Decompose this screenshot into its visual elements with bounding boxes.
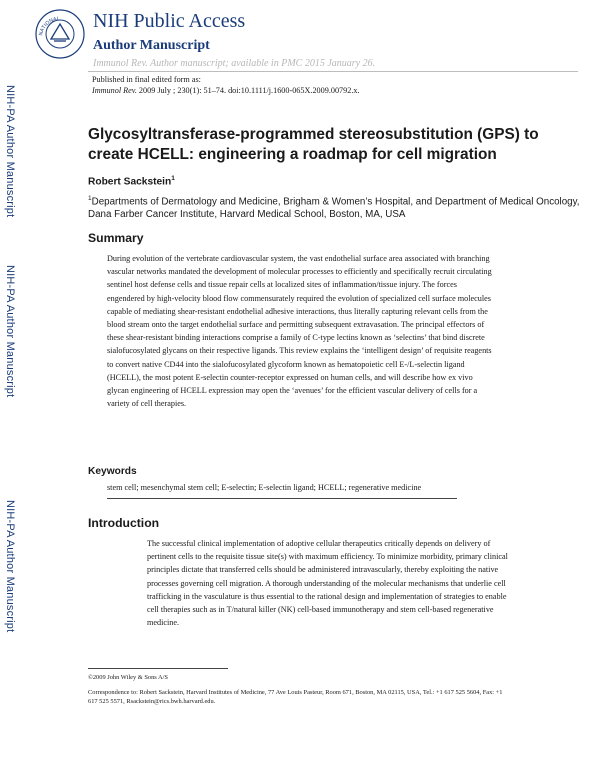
availability-note: Immunol Rev. Author manuscript; available in PMC 2015 January 26.	[93, 58, 376, 69]
published-label: Published in final edited form as:	[92, 75, 201, 84]
keywords-heading: Keywords	[88, 466, 137, 477]
author-superscript: 1	[171, 175, 175, 182]
affiliation	[88, 192, 588, 221]
affiliation-text: Departments of Dermatology and Medicine, Brigham & Women’s Hospital, and Department of Medical Oncology, Dana Farber Cancer Institute, Harvard Medical School, Boston, MA, USA	[88, 196, 580, 221]
summary-text: During evolution of the vertebrate cardiovascular system, the vast endothelial surface area associated with branching vascular networks mandated the development of molecular processes to efficiently and specifically recruit circulating sentinel host defense cells and tissue repair cells at localized sites of inflammation/tissue injury. The forces engendered by high-velocity blood flow commensurately required the evolution of specialized cell surface molecules capable of mediating shear-resistant endothelial adhesive interactions, thus literally capturing relevant cells from the blood stream onto the target endothelial surface and permitting subsequent extravasation. The principal effectors of these shear-resistant binding interactions comprise a family of C-type lectins known as ‘selectins’ that bind discrete sialofucosylated glycans on their respective ligands. This review explains the ‘intelligent design’ of requisite reagents to convert native CD44 into the sialofucosylated glycoform known as hematopoietic cell E-/L-selectin ligand (HCELL), the most potent E-selectin counter-receptor expressed on human cells, and will describe how ex vivo glycan engineering of HCELL expression may open the ‘avenues’ for the efficient vascular delivery of cells for a variety of cell therapies.	[107, 254, 492, 409]
side-label-top: NIH-PA Author Manuscript	[4, 85, 16, 218]
article-title: Glycosyltransferase-programmed stereosubstitution (GPS) to create HCELL: engineering a roadmap for cell migration	[88, 126, 539, 163]
citation-line	[92, 86, 360, 95]
seal-text: NATIONAL	[38, 15, 61, 37]
nih-public-access-title: NIH Public Access	[93, 10, 246, 32]
affiliation-superscript: 1	[88, 195, 92, 202]
keywords-divider	[107, 498, 457, 499]
journal-name: Immunol Rev.	[92, 86, 137, 95]
side-label-bottom: NIH-PA Author Manuscript	[4, 500, 16, 633]
header-divider	[88, 71, 578, 72]
footnote-divider	[88, 668, 228, 669]
keywords-text: stem cell; mesenchymal stem cell; E-selectin; E-selectin ligand; HCELL; regenerative medicine	[107, 483, 422, 492]
side-label-middle: NIH-PA Author Manuscript	[4, 265, 16, 398]
author-name	[88, 175, 175, 187]
author-manuscript-label: Author Manuscript	[93, 38, 210, 53]
citation-details: 2009 July ; 230(1): 51–74. doi:10.1111/j.1600-065X.2009.00792.x.	[136, 86, 360, 95]
correspondence-note: Correspondence to: Robert Sackstein, Harvard Institutes of Medicine, 77 Ave Louis Pasteur, Room 671, Boston, MA 02115, USA, Tel.: +1 617 525 5604, Fax: +1 617 525 5571, Rsackstein@rics.bwh.harvard.edu.	[88, 689, 503, 705]
nih-seal-logo	[34, 8, 86, 60]
introduction-text: The successful clinical implementation of adoptive cellular therapeutics critically depends on delivery of pertinent cells to the requisite tissue site(s) with maximum efficiency. To minimize morbidity, primary clinical principles dictate that transferred cells should be administered intravascularly, thereby exploiting the native processes governing cell migration. A thorough understanding of the molecular mechanisms that underlie cell trafficking in the vasculature is thus essential to the rational design and implementation of strategies to enable cell therapies such as in T/natural killer (NK) cell-based immunotherapy and stem cell-based regenerative medicine.	[147, 539, 508, 628]
summary-heading: Summary	[88, 231, 144, 245]
author-name-text: Robert Sackstein	[88, 176, 172, 188]
introduction-heading: Introduction	[88, 516, 160, 530]
copyright-note: ©2009 John Wiley & Sons A/S	[88, 674, 168, 681]
